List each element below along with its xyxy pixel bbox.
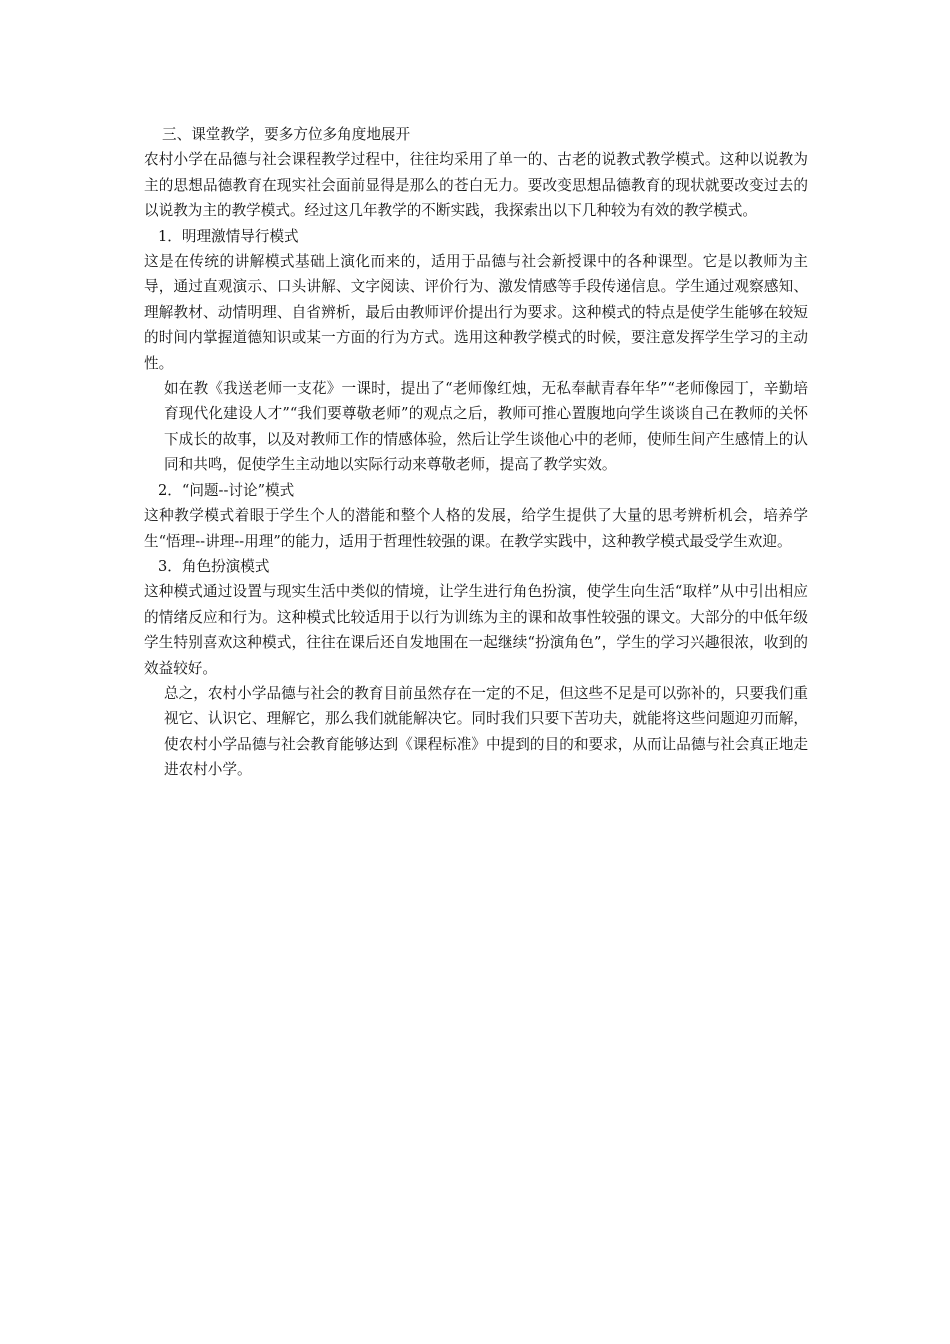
- document-body: [144, 122, 808, 783]
- mode2-heading: 2．“问题--讨论”模式: [158, 481, 295, 499]
- mode1-example-paragraph: 如在教《我送老师一支花》一课时，提出了“老师像红烛，无私奉献青春年华”“老师像园丁，辛勤培育现代化建设人才”“我们要尊敬老师”的观点之后，教师可推心置腹地向学生谈谈自己在教师的关怀下成长的故事，以及对教师工作的情感体验，然后让学生谈他心中的老师，使师生间产生感情上的认同和共鸣，促使学生主动地以实际行动来尊敬老师，提高了教学实效。: [164, 380, 808, 474]
- mode1-heading: 1．明理激情导行模式: [158, 227, 299, 245]
- mode3-paragraph: 这种模式通过设置与现实生活中类似的情境，让学生进行角色扮演，使学生向生活“取样”从中引出相应的情绪反应和行为。这种模式比较适用于以行为训练为主的课和故事性较强的课文。大部分的中低年级学生特别喜欢这种模式，往往在课后还自发地围在一起继续“扮演角色”，学生的学习兴趣很浓，收到的效益较好。: [144, 583, 808, 677]
- intro-paragraph: 农村小学在品德与社会课程教学过程中，往往均采用了单一的、古老的说教式教学模式。这种以说教为主的思想品德教育在现实社会面前显得是那么的苍白无力。要改变思想品德教育的现状就要改变过去的以说教为主的教学模式。经过这几年教学的不断实践，我探索出以下几种较为有效的教学模式。: [144, 151, 808, 220]
- mode2-paragraph: 这种教学模式着眼于学生个人的潜能和整个人格的发展，给学生提供了大量的思考辨析机会，培养学生“悟理--讲理--用理”的能力，适用于哲理性较强的课。在教学实践中，这种教学模式最受学生欢迎。: [144, 507, 808, 550]
- conclusion-paragraph: 总之，农村小学品德与社会的教育目前虽然存在一定的不足，但这些不足是可以弥补的，只要我们重视它、认识它、理解它，那么我们就能解决它。同时我们只要下苦功夫，就能将这些问题迎刃而解，使农村小学品德与社会教育能够达到《课程标准》中提到的目的和要求，从而让品德与社会真正地走进农村小学。: [164, 684, 808, 779]
- mode1-paragraph: 这是在传统的讲解模式基础上演化而来的，适用于品德与社会新授课中的各种课型。它是以教师为主导，通过直观演示、口头讲解、文字阅读、评价行为、激发情感等手段传递信息。学生通过观察感知、理解教材、动情明理、自省辨析，最后由教师评价提出行为要求。这种模式的特点是使学生能够在较短的时间内掌握道德知识或某一方面的行为方式。选用这种教学模式的时候，要注意发挥学生学习的主动性。: [144, 253, 808, 372]
- mode3-heading: 3．角色扮演模式: [158, 557, 270, 575]
- section-heading: 三、课堂教学，要多方位多角度地展开: [162, 126, 411, 143]
